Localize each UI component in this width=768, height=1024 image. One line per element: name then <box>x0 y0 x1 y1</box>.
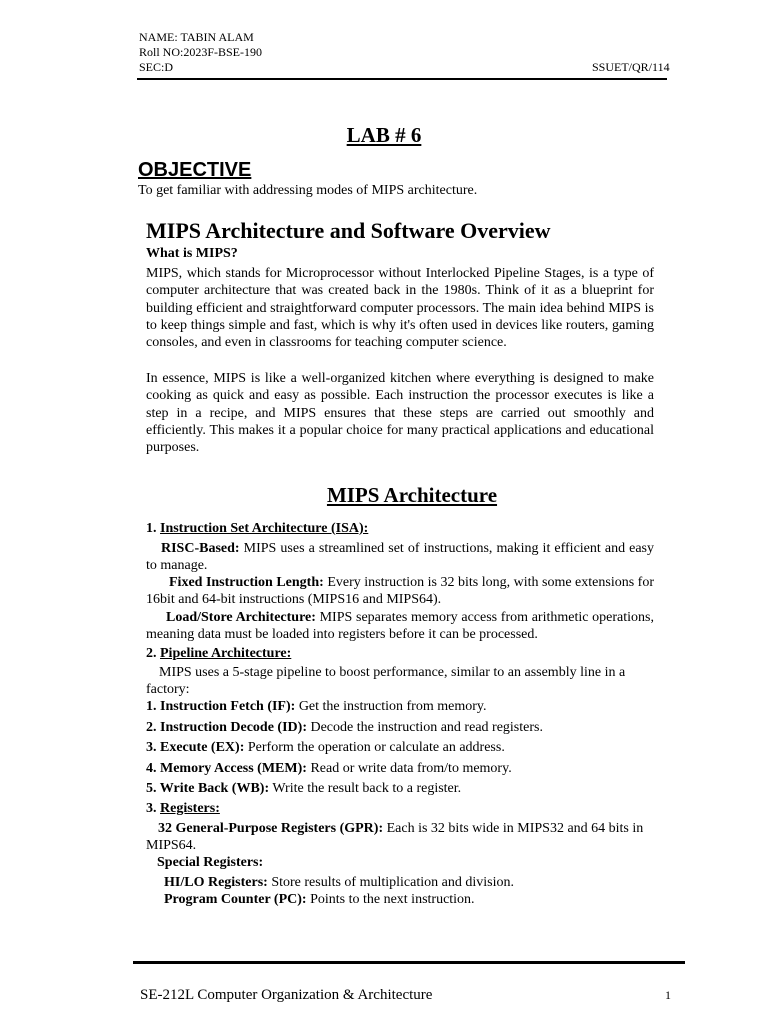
footer-rule <box>133 961 685 964</box>
pc-item <box>164 891 475 908</box>
stage-text: Get the instruction from memory. <box>298 699 487 714</box>
overview-heading: MIPS Architecture and Software Overview <box>146 218 551 243</box>
pc-text: Points to the next instruction. <box>310 892 475 907</box>
gpr-item <box>146 820 654 854</box>
hilo-item <box>164 874 514 891</box>
pipeline-stage <box>146 780 461 797</box>
page-number: 1 <box>665 988 671 1002</box>
pipeline-intro: MIPS uses a 5-stage pipeline to boost performance, similar to an assembly line in a factory: <box>146 665 626 697</box>
isa-title: Instruction Set Architecture (ISA): <box>160 521 369 536</box>
pc-label: Program Counter (PC): <box>164 892 307 907</box>
pipeline-title: Pipeline Architecture: <box>160 646 292 661</box>
hilo-label: HI/LO Registers: <box>164 875 268 890</box>
registers-title: Registers: <box>160 801 220 816</box>
stage-text: Read or write data from/to memory. <box>310 761 512 776</box>
objective-heading: OBJECTIVE <box>138 159 252 181</box>
overview-paragraph-1: MIPS, which stands for Microprocessor without Interlocked Pipeline Stages, is a type of computer architecture that was created back in the 1980s. Think of it as a blueprint for building efficient and straightforward computer processors. The main idea behind MIPS is to keep things simple and fast, which is why it's often used in devices like routers, gaming consoles, and even in classrooms for teaching computer science. <box>146 266 654 351</box>
footer-course: SE-212L Computer Organization & Architecture <box>140 987 433 1003</box>
overview-paragraph-2: In essence, MIPS is like a well-organized kitchen where everything is designed to make cooking as quick and easy as possible. Each instruction the processor executes is like a step in a recipe, and MIPS ensures that these steps are carried out smoothly and efficiently. This makes it a popular choice for many practical applications and educational purposes. <box>146 371 654 456</box>
stage-text: Decode the instruction and read registers. <box>310 720 543 735</box>
stage-text: Write the result back to a register. <box>272 781 462 796</box>
isa-number: 1. <box>146 521 157 536</box>
what-is-mips-heading: What is MIPS? <box>146 246 238 261</box>
risc-item <box>146 540 654 574</box>
isa-section-heading <box>146 520 368 537</box>
header-rule <box>137 78 667 80</box>
stage-text: Perform the operation or calculate an address. <box>247 740 505 755</box>
pipeline-stage <box>146 719 543 736</box>
student-name: NAME: TABIN ALAM <box>139 30 254 44</box>
stage-label: 5. Write Back (WB): <box>146 781 270 796</box>
hilo-text: Store results of multiplication and division. <box>271 875 514 890</box>
fixed-length-text: Every instruction is 32 bits long, with some extensions for 16bit and 64-bit instructions (MIPS16 and MIPS64). <box>146 575 654 607</box>
stage-label: 3. Execute (EX): <box>146 740 245 755</box>
fixed-length-label: Fixed Instruction Length: <box>169 575 324 590</box>
registers-number: 3. <box>146 801 157 816</box>
pipeline-stage <box>146 698 486 715</box>
section: SEC:D <box>139 60 174 74</box>
pipeline-stage <box>146 760 512 777</box>
pipeline-stage <box>146 739 505 756</box>
gpr-label: 32 General-Purpose Registers (GPR): <box>158 821 384 836</box>
roll-number: Roll NO:2023F-BSE-190 <box>139 45 263 59</box>
load-store-item <box>146 609 654 643</box>
objective-text: To get familiar with addressing modes of MIPS architecture. <box>138 183 478 198</box>
gpr-text: Each is 32 bits wide in MIPS32 and 64 bits in MIPS64. <box>146 821 644 853</box>
stage-label: 4. Memory Access (MEM): <box>146 761 307 776</box>
risc-label: RISC-Based: <box>161 541 240 556</box>
document-code: SSUET/QR/114 <box>592 60 670 74</box>
pipeline-number: 2. <box>146 646 157 661</box>
stage-label: 2. Instruction Decode (ID): <box>146 720 307 735</box>
stage-label: 1. Instruction Fetch (IF): <box>146 699 296 714</box>
registers-section-heading <box>146 800 220 817</box>
pipeline-section-heading <box>146 645 291 662</box>
special-registers-label: Special Registers: <box>157 855 264 870</box>
fixed-length-item <box>146 574 654 608</box>
load-store-text: MIPS separates memory access from arithmetic operations, meaning data must be loaded into registers before it can be processed. <box>146 610 654 642</box>
risc-text: MIPS uses a streamlined set of instructions, making it efficient and easy to manage. <box>146 541 655 573</box>
load-store-label: Load/Store Architecture: <box>166 610 316 625</box>
lab-title: LAB # 6 <box>346 123 422 147</box>
architecture-heading: MIPS Architecture <box>326 483 498 507</box>
